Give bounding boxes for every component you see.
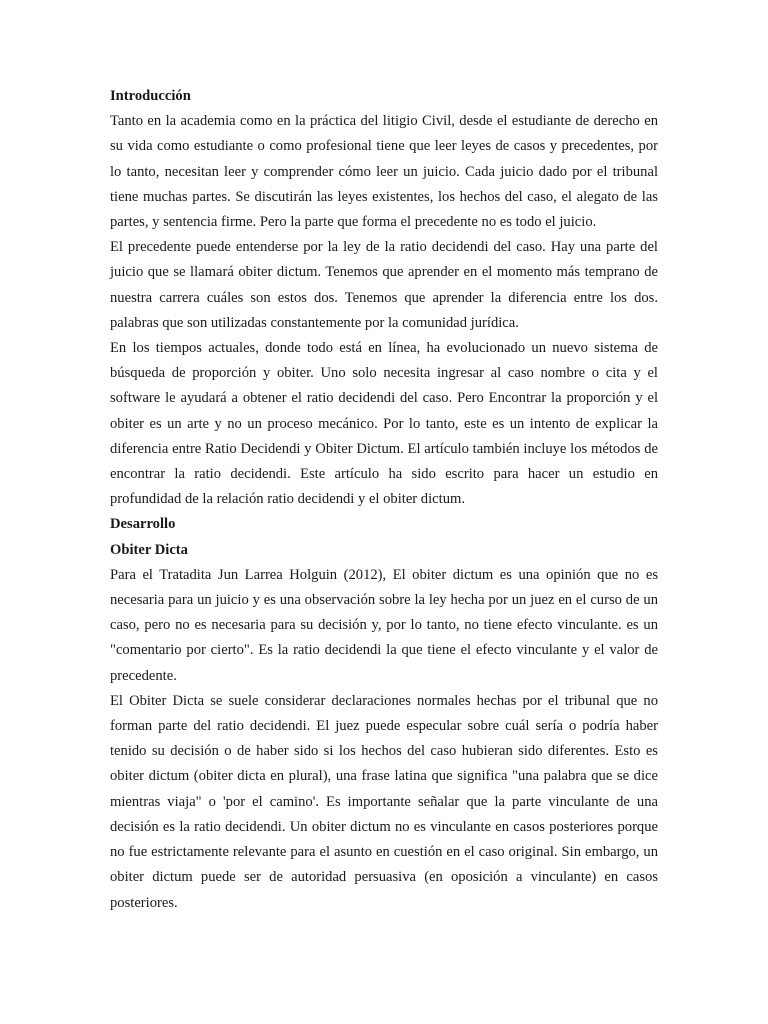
subheading-obiter-dicta: Obiter Dicta [110, 541, 188, 558]
document-page [110, 84, 658, 916]
paragraph-obiter-1: Para el Tratadita Jun Larrea Holguin (2012), El obiter dictum es una opinión que no es necesaria para un juicio y es una observación sobre la ley hecha por un juez en el curso de un caso, pero no es necesaria para su decisión y, por lo tanto, no tiene efecto vinculante. es un "comentario por cierto". Es la ratio decidendi la que tiene el efecto vinculante y el valor de precedente. [110, 566, 658, 684]
paragraph-obiter-2: El Obiter Dicta se suele considerar declaraciones normales hechas por el tribunal que no forman parte del ratio decidendi. El juez puede especular sobre cuál sería o podría haber tenido su decisión o de haber sido si los hechos del caso hubieran sido diferentes. Esto es obiter dictum (obiter dicta en plural), una frase latina que significa "una palabra que se dice mientras viaja" o 'por el camino'. Es importante señalar que la parte vinculante de una decisión es la ratio decidendi. Un obiter dictum no es vinculante en casos posteriores porque no fue estrictamente relevante para el asunto en cuestión en el caso original. Sin embargo, un obiter dictum puede ser de autoridad persuasiva (en oposición a vinculante) en casos posteriores. [110, 692, 658, 911]
paragraph-intro-3: En los tiempos actuales, donde todo está en línea, ha evolucionado un nuevo sistema de búsqueda de proporción y obiter. Uno solo necesita ingresar al caso nombre o cita y el software le ayudará a obtener el ratio decidendi del caso. Pero Encontrar la proporción y el obiter es un arte y no un proceso mecánico. Por lo tanto, este es un intento de explicar la diferencia entre Ratio Decidendi y Obiter Dictum. El artículo también incluye los métodos de encontrar la ratio decidendi. Este artículo ha sido escrito para hacer un estudio en profundidad de la relación ratio decidendi y el obiter dictum. [110, 340, 658, 508]
section-heading-introduccion: Introducción [110, 88, 191, 104]
paragraph-intro-1: Tanto en la academia como en la práctica del litigio Civil, desde el estudiante de derecho en su vida como estudiante o como profesional tiene que leer leyes de casos y precedentes, por lo tanto, necesitan leer y comprender cómo leer un juicio. Cada juicio dado por el tribunal tiene muchas partes. Se discutirán las leyes existentes, los hechos del caso, el alegato de las partes, y sentencia firme. Pero la parte que forma el precedente no es todo el juicio. [110, 113, 658, 231]
paragraph-intro-2: El precedente puede entenderse por la ley de la ratio decidendi del caso. Hay una parte del juicio que se llamará obiter dictum. Tenemos que aprender en el momento más temprano de nuestra carrera cuáles son estos dos. Tenemos que aprender la diferencia entre los dos. palabras que son utilizadas constantemente por la comunidad jurídica. [110, 239, 658, 331]
section-heading-desarrollo: Desarrollo [110, 516, 176, 533]
